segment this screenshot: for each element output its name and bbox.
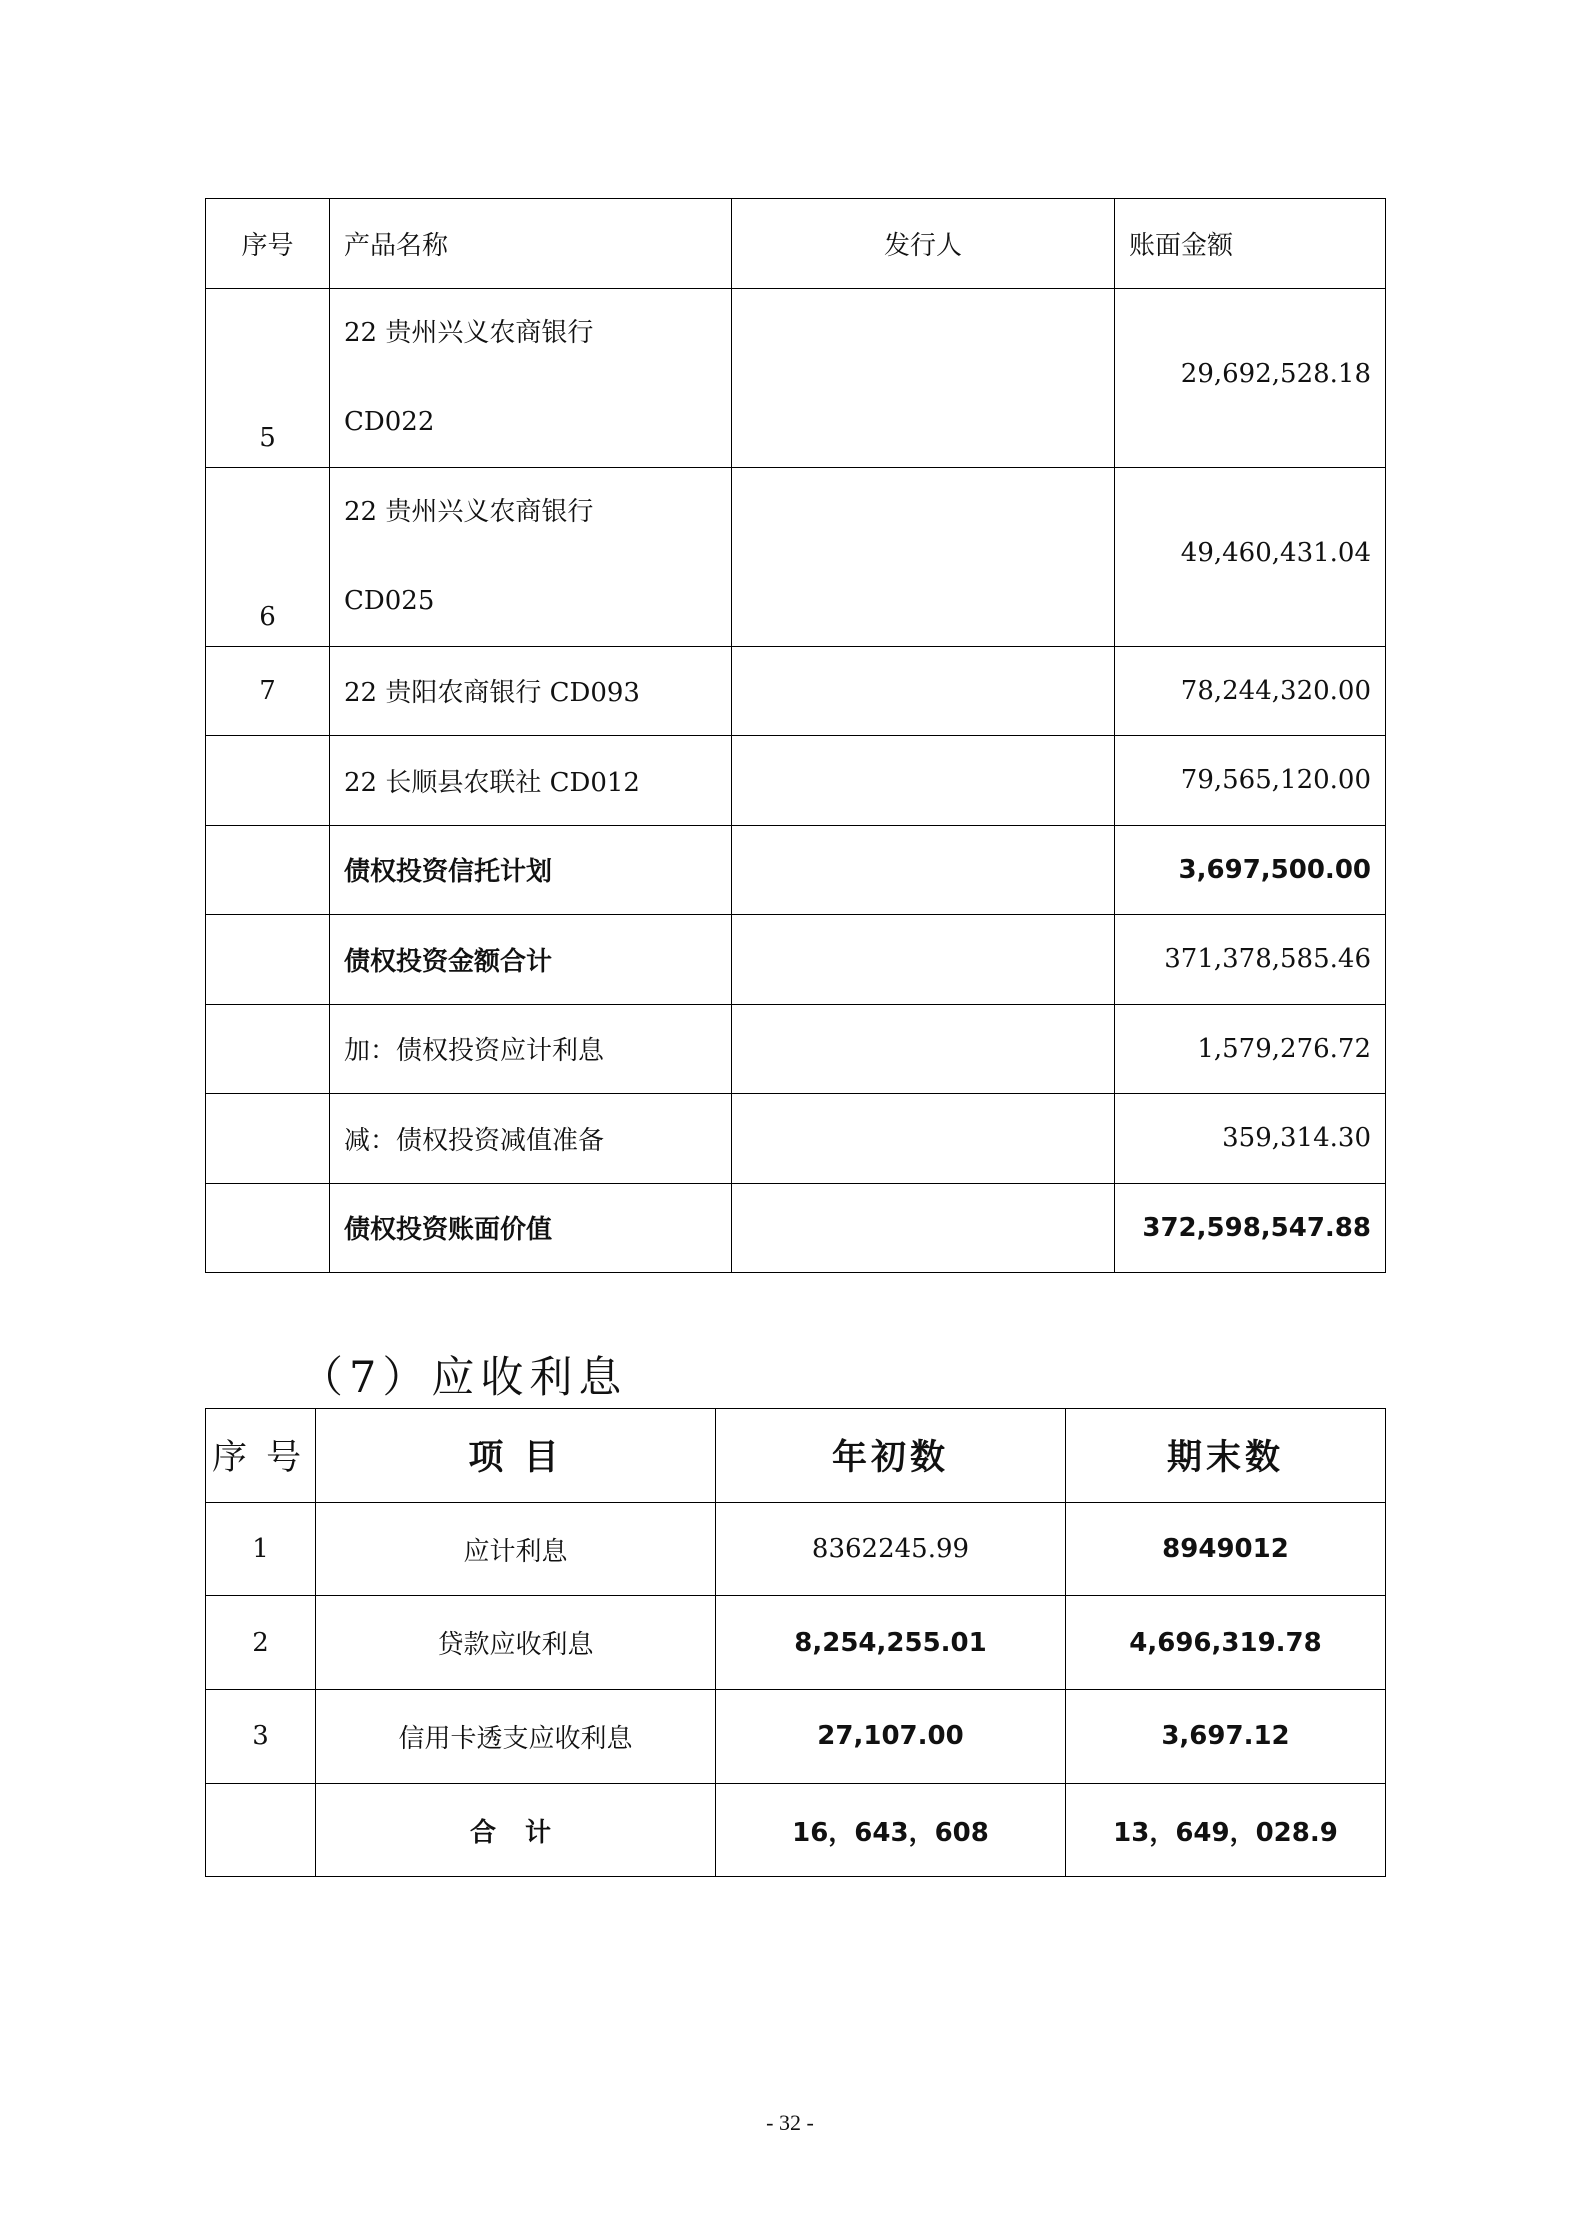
ending-value: 4,696,319.78 xyxy=(1066,1596,1386,1690)
beginning-value: 16，643，608 xyxy=(716,1783,1066,1877)
amount-cell: 3,697,500.00 xyxy=(1115,825,1386,915)
bond-investment-table xyxy=(205,198,1386,1273)
row-index: 5 xyxy=(206,288,330,467)
product-name-line2: CD022 xyxy=(344,406,435,437)
header-product-name: 产品名称 xyxy=(330,199,732,289)
table-row xyxy=(206,825,1386,915)
beginning-value: 8,254,255.01 xyxy=(716,1596,1066,1690)
table-row xyxy=(206,1596,1386,1690)
product-name-cell: 22 贵阳农商银行 CD093 xyxy=(330,646,732,736)
table-row xyxy=(206,1783,1386,1877)
header-item: 项 目 xyxy=(316,1409,716,1503)
amount-cell: 372,598,547.88 xyxy=(1115,1183,1386,1273)
row-index xyxy=(206,915,330,1005)
ending-value: 3,697.12 xyxy=(1066,1690,1386,1784)
header-index: 序 号 xyxy=(206,1409,316,1503)
product-name-line1: 22 贵州兴义农商银行 xyxy=(344,317,594,348)
issuer-cell xyxy=(732,467,1115,646)
item-cell: 信用卡透支应收利息 xyxy=(316,1690,716,1784)
table-row xyxy=(206,1690,1386,1784)
product-name-cell: 债权投资金额合计 xyxy=(330,915,732,1005)
section-heading: （7）应收利息 xyxy=(300,1353,628,1403)
table-row xyxy=(206,288,1386,467)
issuer-cell xyxy=(732,825,1115,915)
item-cell: 应计利息 xyxy=(316,1502,716,1596)
table-row xyxy=(206,1004,1386,1094)
amount-cell: 359,314.30 xyxy=(1115,1094,1386,1184)
table-row xyxy=(206,1502,1386,1596)
issuer-cell xyxy=(732,288,1115,467)
item-cell: 贷款应收利息 xyxy=(316,1596,716,1690)
product-name-cell: 22 长顺县农联社 CD012 xyxy=(330,736,732,826)
header-index: 序号 xyxy=(206,199,330,289)
row-index: 1 xyxy=(206,1502,316,1596)
issuer-cell xyxy=(732,1183,1115,1273)
amount-cell: 79,565,120.00 xyxy=(1115,736,1386,826)
issuer-cell xyxy=(732,646,1115,736)
row-index xyxy=(206,1094,330,1184)
product-name-line1: 22 贵州兴义农商银行 xyxy=(344,496,594,527)
table-row xyxy=(206,467,1386,646)
interest-receivable-table xyxy=(205,1408,1386,1877)
product-name-cell: 债权投资账面价值 xyxy=(330,1183,732,1273)
table-row xyxy=(206,915,1386,1005)
table-row xyxy=(206,1094,1386,1184)
amount-cell: 78,244,320.00 xyxy=(1115,646,1386,736)
product-name-cell xyxy=(330,288,732,467)
amount-cell: 371,378,585.46 xyxy=(1115,915,1386,1005)
beginning-value: 27,107.00 xyxy=(716,1690,1066,1784)
table-header-row xyxy=(206,1409,1386,1503)
table-row xyxy=(206,1183,1386,1273)
row-index: 2 xyxy=(206,1596,316,1690)
issuer-cell xyxy=(732,736,1115,826)
item-cell: 合 计 xyxy=(316,1783,716,1877)
table-row xyxy=(206,736,1386,826)
product-name-cell: 加：债权投资应计利息 xyxy=(330,1004,732,1094)
row-index: 7 xyxy=(206,646,330,736)
row-index xyxy=(206,1004,330,1094)
product-name-line2: CD025 xyxy=(344,585,435,616)
table-header-row xyxy=(206,199,1386,289)
row-index: 3 xyxy=(206,1690,316,1784)
issuer-cell xyxy=(732,1094,1115,1184)
product-name-cell: 债权投资信托计划 xyxy=(330,825,732,915)
row-index: 6 xyxy=(206,467,330,646)
row-index xyxy=(206,825,330,915)
row-index xyxy=(206,1783,316,1877)
header-issuer: 发行人 xyxy=(732,199,1115,289)
amount-cell: 29,692,528.18 xyxy=(1115,288,1386,467)
row-index xyxy=(206,1183,330,1273)
header-ending: 期末数 xyxy=(1066,1409,1386,1503)
page-number: - 32 - xyxy=(766,2110,814,2135)
amount-cell: 49,460,431.04 xyxy=(1115,467,1386,646)
row-index xyxy=(206,736,330,826)
header-beginning: 年初数 xyxy=(716,1409,1066,1503)
product-name-cell xyxy=(330,467,732,646)
product-name-cell: 减：债权投资减值准备 xyxy=(330,1094,732,1184)
table-row xyxy=(206,646,1386,736)
header-book-amount: 账面金额 xyxy=(1115,199,1386,289)
issuer-cell xyxy=(732,1004,1115,1094)
ending-value: 8949012 xyxy=(1066,1502,1386,1596)
beginning-value: 8362245.99 xyxy=(716,1502,1066,1596)
ending-value: 13，649，028.9 xyxy=(1066,1783,1386,1877)
issuer-cell xyxy=(732,915,1115,1005)
amount-cell: 1,579,276.72 xyxy=(1115,1004,1386,1094)
